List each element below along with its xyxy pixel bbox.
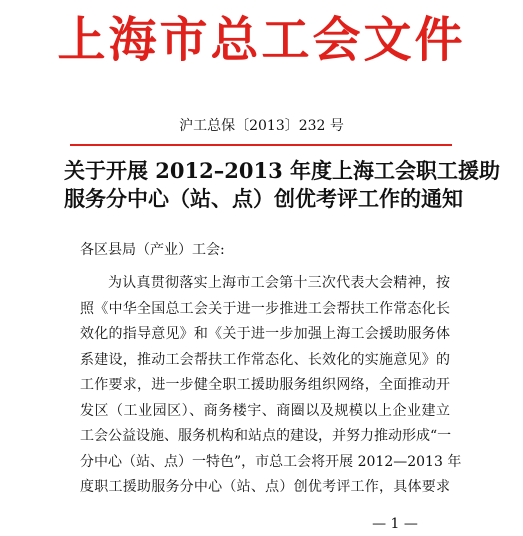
document-number: 沪工总保〔2013〕232 号 (179, 118, 344, 134)
title-line: 服务分中心（站、点）创优考评工作的通知 (64, 186, 463, 211)
body-line: 照《中华全国总工会关于进一步推进工会帮扶工作常态化长 (80, 300, 450, 317)
body-line: 为认真贯彻落实上海市工会第十三次代表大会精神，按 (108, 275, 450, 291)
header-divider (70, 144, 452, 146)
salutation: 各区县局（产业）工会: (80, 242, 225, 258)
body-line: 工作要求，进一步健全职工援助服务组织网络，全面推动开 (80, 377, 450, 393)
body-line: 发区（工业园区）、商务楼宇、商圈以及规模以上企业建立 (80, 402, 450, 419)
body-line: 工会公益设施、服务机构和站点的建设，并努力推动形成“一 (80, 428, 452, 444)
body-paragraph (80, 271, 462, 501)
body-line: 效化的指导意见》和《关于进一步加强上海工会援助服务体 (80, 326, 450, 342)
page-number: — 1 — (372, 516, 418, 532)
body-line: 分中心（站、点）一特色”，市总工会将开展 2012—2013 年 (80, 453, 462, 470)
masthead-title: 上海市总工会文件 (57, 12, 466, 68)
body-line: 度职工援助服务分中心（站、点）创优考评工作，具体要求 (80, 479, 450, 495)
body-line: 系建设，推动工会帮扶工作常态化、长效化的实施意见》的 (80, 351, 450, 368)
document-title (64, 157, 501, 213)
title-line: 关于开展 2012–2013 年度上海工会职工援助 (64, 158, 501, 183)
